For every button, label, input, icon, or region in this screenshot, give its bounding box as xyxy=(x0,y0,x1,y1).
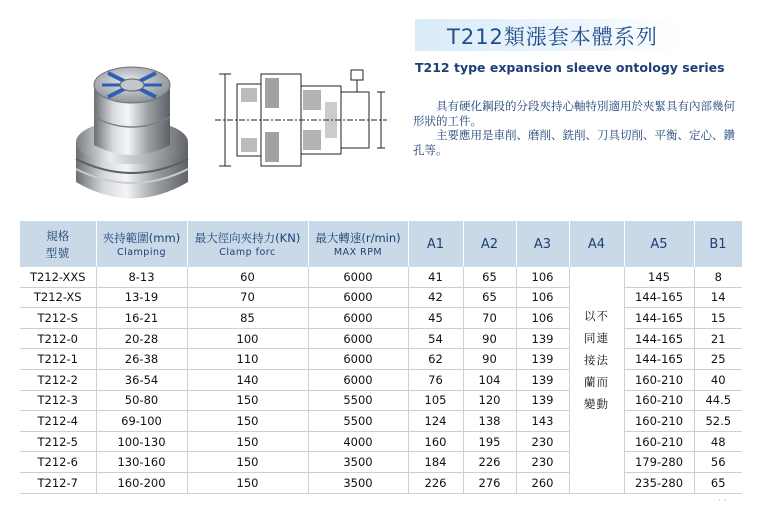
page-corner-mark: · · xyxy=(718,496,727,506)
header-clamping-zh: 夾持範圍(mm) xyxy=(102,231,181,245)
table-row xyxy=(20,349,742,370)
header-force xyxy=(187,221,308,267)
cell-a2: 90 xyxy=(463,349,516,370)
header-b1: B1 xyxy=(694,221,742,267)
cell-speed: 6000 xyxy=(308,308,408,329)
cell-a3: 139 xyxy=(516,328,569,349)
cell-speed: 5500 xyxy=(308,390,408,411)
header-model-line1: 規格 xyxy=(46,228,70,243)
cell-model: T212-XS xyxy=(20,287,96,308)
cell-clamping: 130-160 xyxy=(96,452,187,473)
cell-b1: 52.5 xyxy=(694,411,742,432)
cell-a2: 70 xyxy=(463,308,516,329)
cell-a3: 106 xyxy=(516,267,569,287)
table-row xyxy=(20,390,742,411)
cell-a2: 195 xyxy=(463,431,516,452)
cell-force: 150 xyxy=(187,390,308,411)
cell-clamping: 20-28 xyxy=(96,328,187,349)
cell-a3: 139 xyxy=(516,390,569,411)
cell-clamping: 26-38 xyxy=(96,349,187,370)
header-a4: A4 xyxy=(569,221,624,267)
cell-a2: 226 xyxy=(463,452,516,473)
description xyxy=(413,99,741,157)
table-row xyxy=(20,328,742,349)
cell-a5: 235-280 xyxy=(624,472,694,493)
cell-clamping: 8-13 xyxy=(96,267,187,287)
cell-force: 150 xyxy=(187,411,308,432)
header-speed xyxy=(308,221,408,267)
spec-table xyxy=(20,221,743,494)
cell-model: T212-4 xyxy=(20,411,96,432)
cell-speed: 6000 xyxy=(308,267,408,287)
cell-a3: 230 xyxy=(516,431,569,452)
product-photo xyxy=(62,47,202,212)
page-title-zh: T212類漲套本體系列 xyxy=(447,25,658,49)
header-force-zh: 最大徑向夾持力(KN) xyxy=(194,231,301,245)
cell-b1: 48 xyxy=(694,431,742,452)
cell-a3: 106 xyxy=(516,308,569,329)
cell-model: T212-XXS xyxy=(20,267,96,287)
page-title-en: T212 type expansion sleeve ontology series xyxy=(415,60,725,75)
cell-b1: 44.5 xyxy=(694,390,742,411)
cell-b1: 65 xyxy=(694,472,742,493)
cell-speed: 6000 xyxy=(308,349,408,370)
cell-clamping: 69-100 xyxy=(96,411,187,432)
table-row xyxy=(20,411,742,432)
cell-speed: 6000 xyxy=(308,328,408,349)
table-row xyxy=(20,308,742,329)
cell-a2: 276 xyxy=(463,472,516,493)
cell-speed: 3500 xyxy=(308,452,408,473)
cell-clamping: 100-130 xyxy=(96,431,187,452)
cell-a1: 184 xyxy=(408,452,463,473)
cell-speed: 6000 xyxy=(308,287,408,308)
a4-note-line: 以不 xyxy=(584,309,609,323)
cell-clamping: 160-200 xyxy=(96,472,187,493)
header-a5: A5 xyxy=(624,221,694,267)
cell-b1: 40 xyxy=(694,369,742,390)
table-row xyxy=(20,452,742,473)
cell-a3: 139 xyxy=(516,369,569,390)
header-force-en: Clamp forc xyxy=(219,247,276,258)
table-row xyxy=(20,431,742,452)
cell-a4-note xyxy=(569,267,624,493)
cell-a1: 45 xyxy=(408,308,463,329)
cell-a1: 54 xyxy=(408,328,463,349)
cell-model: T212-7 xyxy=(20,472,96,493)
table-row xyxy=(20,369,742,390)
cell-a2: 120 xyxy=(463,390,516,411)
cell-clamping: 13-19 xyxy=(96,287,187,308)
cell-a1: 160 xyxy=(408,431,463,452)
cell-force: 150 xyxy=(187,452,308,473)
cell-b1: 15 xyxy=(694,308,742,329)
cell-a2: 65 xyxy=(463,287,516,308)
a4-note-line: 蘭而 xyxy=(584,375,609,389)
cell-a2: 138 xyxy=(463,411,516,432)
cell-a5: 144-165 xyxy=(624,287,694,308)
cell-force: 60 xyxy=(187,267,308,287)
cell-force: 100 xyxy=(187,328,308,349)
cell-a2: 104 xyxy=(463,369,516,390)
header-clamping xyxy=(96,221,187,267)
cell-model: T212-1 xyxy=(20,349,96,370)
a4-note-line: 變動 xyxy=(584,397,609,411)
cell-a5: 160-210 xyxy=(624,369,694,390)
table-row xyxy=(20,267,742,287)
cell-a5: 144-165 xyxy=(624,328,694,349)
description-line-1: 具有硬化鋼段的分段夾持心軸特別適用於夾緊具有內部幾何形狀的工件。 xyxy=(413,99,735,128)
cell-model: T212-0 xyxy=(20,328,96,349)
cell-clamping: 50-80 xyxy=(96,390,187,411)
cell-a1: 62 xyxy=(408,349,463,370)
cell-a3: 139 xyxy=(516,349,569,370)
cell-a5: 144-165 xyxy=(624,349,694,370)
header-clamping-en: Clamping xyxy=(116,247,167,258)
cell-a1: 42 xyxy=(408,287,463,308)
cell-clamping: 36-54 xyxy=(96,369,187,390)
header-model-line2: 型號 xyxy=(45,245,70,260)
header-speed-zh: 最大轉速(r/min) xyxy=(315,231,401,245)
cell-a1: 226 xyxy=(408,472,463,493)
cell-b1: 21 xyxy=(694,328,742,349)
cell-a1: 124 xyxy=(408,411,463,432)
cell-clamping: 16-21 xyxy=(96,308,187,329)
cell-a5: 145 xyxy=(624,267,694,287)
header-a2: A2 xyxy=(463,221,516,267)
cell-a2: 90 xyxy=(463,328,516,349)
cell-model: T212-S xyxy=(20,308,96,329)
cell-speed: 4000 xyxy=(308,431,408,452)
cell-force: 150 xyxy=(187,431,308,452)
cell-force: 150 xyxy=(187,472,308,493)
cell-a2: 65 xyxy=(463,267,516,287)
header-model xyxy=(20,221,96,267)
cell-a5: 179-280 xyxy=(624,452,694,473)
a4-note-line: 接法 xyxy=(584,353,609,367)
a4-note-line: 同連 xyxy=(584,331,609,345)
cell-model: T212-3 xyxy=(20,390,96,411)
header-a3: A3 xyxy=(516,221,569,267)
cell-force: 110 xyxy=(187,349,308,370)
cell-a5: 160-210 xyxy=(624,411,694,432)
cell-model: T212-6 xyxy=(20,452,96,473)
cell-a3: 106 xyxy=(516,287,569,308)
cell-b1: 8 xyxy=(694,267,742,287)
table-header-row xyxy=(20,221,742,267)
cell-speed: 3500 xyxy=(308,472,408,493)
table-row xyxy=(20,287,742,308)
cell-b1: 25 xyxy=(694,349,742,370)
cell-model: T212-2 xyxy=(20,369,96,390)
header-a1: A1 xyxy=(408,221,463,267)
cell-a3: 143 xyxy=(516,411,569,432)
cell-force: 70 xyxy=(187,287,308,308)
cell-a3: 230 xyxy=(516,452,569,473)
cell-a5: 144-165 xyxy=(624,308,694,329)
header-speed-en: MAX RPM xyxy=(333,247,383,258)
description-line-2: 主要應用是車削、磨削、銑削、刀具切削、平衡、定心、鑽孔等。 xyxy=(413,128,735,157)
cell-a1: 76 xyxy=(408,369,463,390)
table-row xyxy=(20,472,742,493)
cell-b1: 14 xyxy=(694,287,742,308)
cell-a1: 41 xyxy=(408,267,463,287)
cell-force: 85 xyxy=(187,308,308,329)
technical-drawing xyxy=(205,62,395,182)
cell-a1: 105 xyxy=(408,390,463,411)
cell-a3: 260 xyxy=(516,472,569,493)
cell-speed: 5500 xyxy=(308,411,408,432)
cell-b1: 56 xyxy=(694,452,742,473)
cell-a5: 160-210 xyxy=(624,390,694,411)
cell-model: T212-5 xyxy=(20,431,96,452)
cell-force: 140 xyxy=(187,369,308,390)
cell-a5: 160-210 xyxy=(624,431,694,452)
cell-speed: 6000 xyxy=(308,369,408,390)
